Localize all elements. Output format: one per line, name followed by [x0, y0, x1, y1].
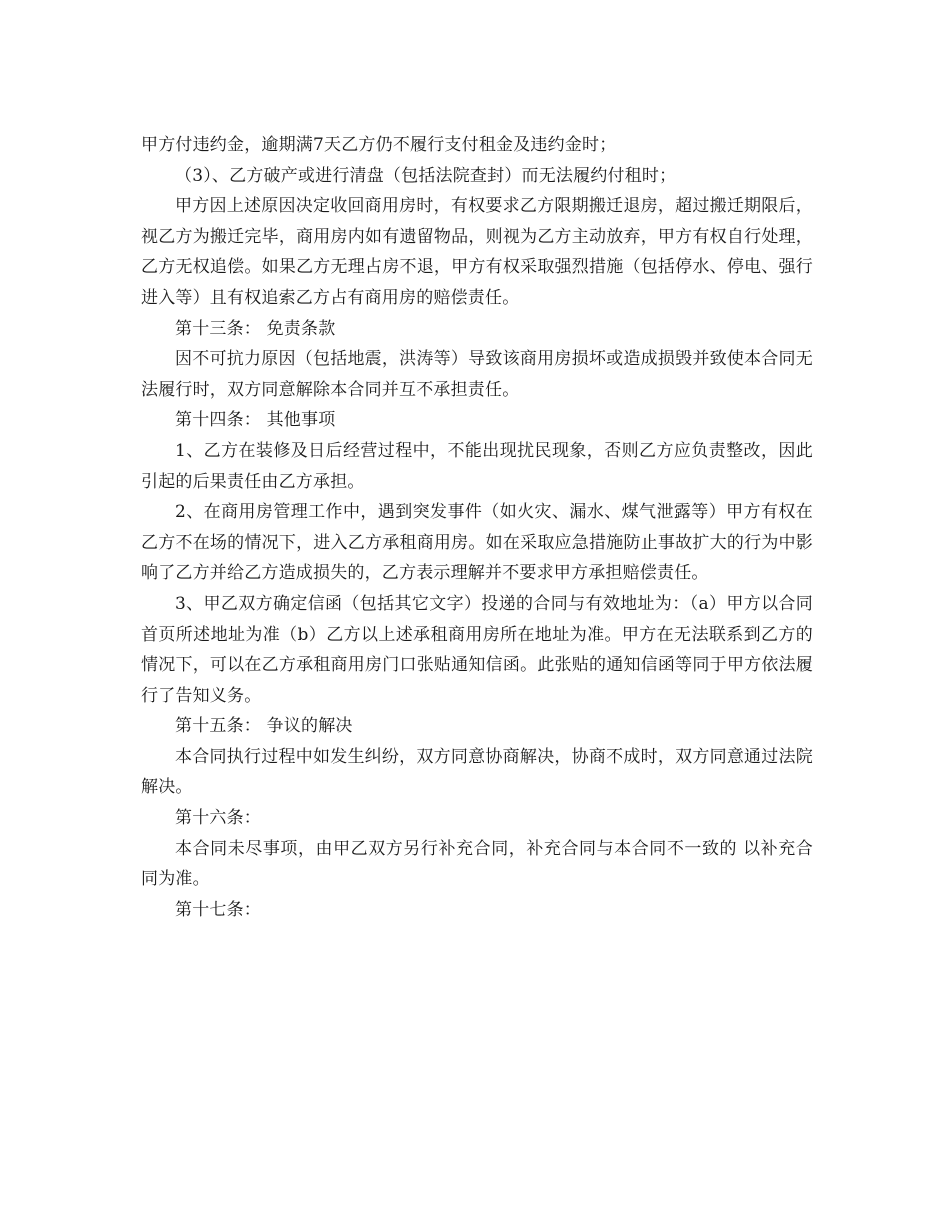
- article-15-heading: 第十五条： 争议的解决: [175, 716, 353, 737]
- paragraph-supplement: 本合同未尽事项，由甲乙双方另行补充合同，补充合同与本合同不一致的 以补充合同为准。: [141, 838, 813, 890]
- paragraph-item-2: 2、在商用房管理工作中，遇到突发事件（如火灾、漏水、煤气泄露等）甲方有权在乙方不在场的情况下，进入乙方承租商用房。如在采取应急措施防止事故扩大的行为中影响了乙方并给乙方造成损失的，乙方表示理解并不要求甲方承担赔偿责任。: [141, 502, 813, 584]
- paragraph-continuation: 甲方付违约金，逾期满7天乙方仍不履行支付租金及违约金时；: [141, 135, 617, 155]
- paragraph-item-1: 1、乙方在装修及日后经营过程中，不能出现扰民现象，否则乙方应负责整改，因此引起的后果责任由乙方承担。: [141, 440, 813, 492]
- article-13-heading: 第十三条： 免责条款: [175, 318, 336, 339]
- paragraph-item-3: 3、甲乙双方确定信函（包括其它文字）投递的合同与有效地址为：（a）甲方以合同首页所述地址为准（b）乙方以上述承租商用房所在地址为准。甲方在无法联系到乙方的情况下，可以在乙方承租商用房门口张贴通知信函。此张贴的通知信函等同于甲方依法履行了告知义务。: [141, 593, 813, 706]
- paragraph-force-majeure: 因不可抗力原因（包括地震，洪涛等）导致该商用房损坏或造成损毁并致使本合同无法履行时，双方同意解除本合同并互不承担责任。: [141, 349, 813, 400]
- paragraph-repossession: 甲方因上述原因决定收回商用房时，有权要求乙方限期搬迁退房，超过搬迁期限后，视乙方为搬迁完毕，商用房内如有遗留物品，则视为乙方主动放弃，甲方有权自行处理，乙方无权追偿。如果乙方无理占房不退，甲方有权采取强烈措施（包括停水、停电、强行进入等）且有权追索乙方占有商用房的赔偿责任。: [141, 196, 813, 308]
- paragraph-clause-3: （3）、乙方破产或进行清盘（包括法院查封）而无法履约付租时；: [175, 165, 677, 186]
- paragraph-dispute: 本合同执行过程中如发生纠纷，双方同意协商解决，协商不成时，双方同意通过法院解决。: [141, 746, 813, 798]
- article-16-heading: 第十六条：: [175, 808, 261, 829]
- article-14-heading: 第十四条： 其他事项: [175, 410, 336, 431]
- article-17-heading: 第十七条：: [175, 899, 261, 920]
- document-body: [141, 130, 813, 925]
